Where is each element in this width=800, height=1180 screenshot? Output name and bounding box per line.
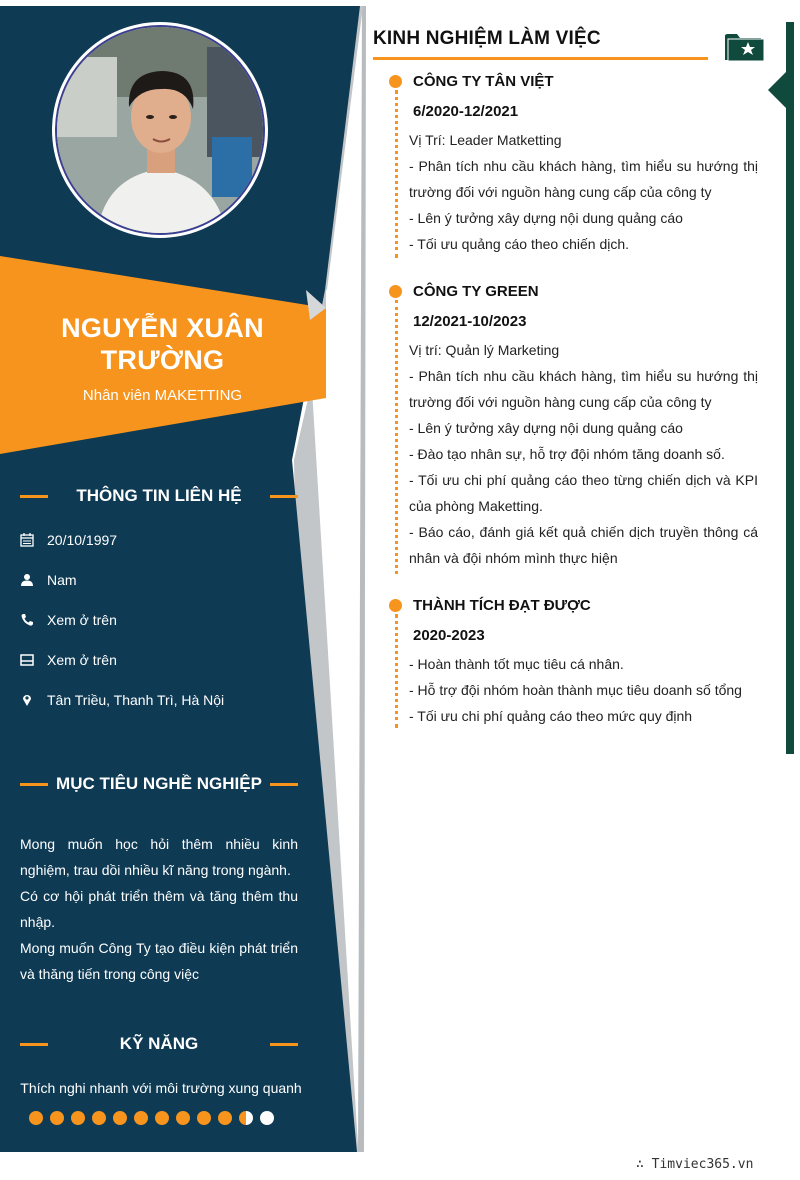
skill-dot: [71, 1111, 85, 1125]
company-name: CÔNG TY TÂN VIỆT: [413, 73, 554, 90]
desc-line: - Hỗ trợ đội nhóm hoàn thành mục tiêu doanh số tổng: [409, 682, 742, 698]
desc-line: - Tối ưu quảng cáo theo chiến dịch.: [409, 236, 630, 252]
entry-description: [409, 127, 758, 257]
objective-text: [20, 831, 298, 987]
contact-address: [20, 690, 224, 710]
calendar-icon: [20, 533, 34, 547]
contact-birthday: [20, 530, 117, 550]
name-line-1: NGUYỄN XUÂN: [61, 313, 264, 343]
contact-phone: [20, 610, 117, 630]
skill-dot: [155, 1111, 169, 1125]
job-title: Nhân viên MAKETTING: [82, 387, 243, 404]
objective-line: Mong muốn Công Ty tạo điều kiện phát triển và thăng tiến trong công việc: [20, 940, 298, 982]
desc-line: - Đào tạo nhân sự, hỗ trợ đội nhóm tăng doanh số.: [409, 446, 725, 462]
timeline-bullet: [389, 599, 402, 612]
skill-dot: [50, 1111, 64, 1125]
candidate-name: [30, 312, 295, 376]
skills-heading-text: KỸ NĂNG: [119, 1034, 199, 1053]
heading-dash-left: [20, 495, 48, 498]
location-icon: [20, 693, 34, 707]
objective-heading-text: MỤC TIÊU NGHỀ NGHIỆP: [56, 774, 262, 793]
desc-line: - Tối ưu chi phí quảng cáo theo mức quy định: [409, 708, 693, 724]
heading-dash-right: [270, 783, 298, 786]
profile-photo: [55, 25, 265, 235]
desc-line: Vị Trí: Leader Matketting: [409, 132, 562, 148]
entry-description: [409, 651, 758, 729]
heading-dash-right: [270, 495, 298, 498]
work-period: 12/2021-10/2023: [413, 313, 527, 330]
skill-dot: [92, 1111, 106, 1125]
folder-star-icon: [724, 30, 764, 62]
desc-line: - Phân tích nhu cầu khách hàng, tìm hiểu su hướng thị trường đối với nguồn hàng cung cấp của công ty: [409, 158, 758, 200]
skill-rating: [29, 1111, 274, 1125]
skill-dot: [197, 1111, 211, 1125]
contact-gender: [20, 570, 77, 590]
timeline-line: [395, 614, 398, 728]
contact-heading: [20, 485, 298, 507]
entry-description: [409, 337, 758, 571]
timeline-bullet: [389, 285, 402, 298]
desc-line: Vị trí: Quản lý Marketing: [409, 342, 560, 358]
heading-dash-left: [20, 1043, 48, 1046]
timeline-bullet: [389, 75, 402, 88]
objective-line: Mong muốn học hỏi thêm nhiều kinh nghiệm, trau dồi nhiều kĩ năng trong ngành.: [20, 836, 298, 878]
company-name: CÔNG TY GREEN: [413, 283, 539, 300]
skill-dot: [113, 1111, 127, 1125]
desc-line: - Phân tích nhu cầu khách hàng, tìm hiểu su hướng thị trường đối với nguồn hàng cung cấp của công ty: [409, 368, 758, 410]
heading-dash-left: [20, 783, 48, 786]
phone-icon: [20, 613, 34, 627]
desc-line: - Báo cáo, đánh giá kết quả chiến dịch truyền thông cá nhân và đội nhóm mình thực hiện: [409, 524, 758, 566]
heading-underline: [373, 57, 708, 60]
heading-dash-right: [270, 1043, 298, 1046]
desc-line: - Lên ý tưởng xây dựng nội dung quảng cáo: [409, 210, 683, 226]
skill-dot: [239, 1111, 253, 1125]
skill-dot: [260, 1111, 274, 1125]
contact-email: [20, 650, 117, 670]
skills-heading: [20, 1033, 298, 1055]
skill-dot: [218, 1111, 232, 1125]
accent-bar: [786, 22, 794, 754]
work-period: 6/2020-12/2021: [413, 103, 519, 120]
contact-value: Xem ở trên: [47, 612, 117, 628]
footer-brand: ∴ Timviec365.vn: [636, 1157, 754, 1172]
work-period: 2020-2023: [413, 627, 485, 644]
objective-heading: [20, 773, 298, 795]
objective-line: Có cơ hội phát triển thêm và tăng thêm thu nhập.: [20, 888, 298, 930]
timeline-line: [395, 300, 398, 574]
avatar: [52, 22, 268, 238]
skill-dot: [29, 1111, 43, 1125]
skill-name: Thích nghi nhanh với môi trường xung quanh: [20, 1080, 302, 1096]
user-icon: [20, 573, 34, 587]
contact-value: Tân Triều, Thanh Trì, Hà Nội: [47, 692, 225, 708]
skill-dot: [134, 1111, 148, 1125]
accent-triangle: [768, 72, 786, 108]
contact-heading-text: THÔNG TIN LIÊN HỆ: [76, 486, 242, 505]
email-icon: [20, 653, 34, 667]
contact-value: Nam: [47, 572, 77, 588]
desc-line: - Lên ý tưởng xây dựng nội dung quảng cáo: [409, 420, 683, 436]
skill-dot: [176, 1111, 190, 1125]
experience-heading: KINH NGHIỆM LÀM VIỆC: [373, 28, 601, 49]
name-line-2: TRƯỜNG: [100, 345, 225, 375]
achievement-heading: THÀNH TÍCH ĐẠT ĐƯỢC: [413, 597, 591, 614]
contact-value: Xem ở trên: [47, 652, 117, 668]
desc-line: - Hoàn thành tốt mục tiêu cá nhân.: [409, 656, 624, 672]
desc-line: - Tối ưu chi phí quảng cáo theo từng chiến dịch và KPI của phòng Maketting.: [409, 472, 758, 514]
contact-value: 20/10/1997: [47, 532, 118, 548]
timeline-line: [395, 90, 398, 258]
